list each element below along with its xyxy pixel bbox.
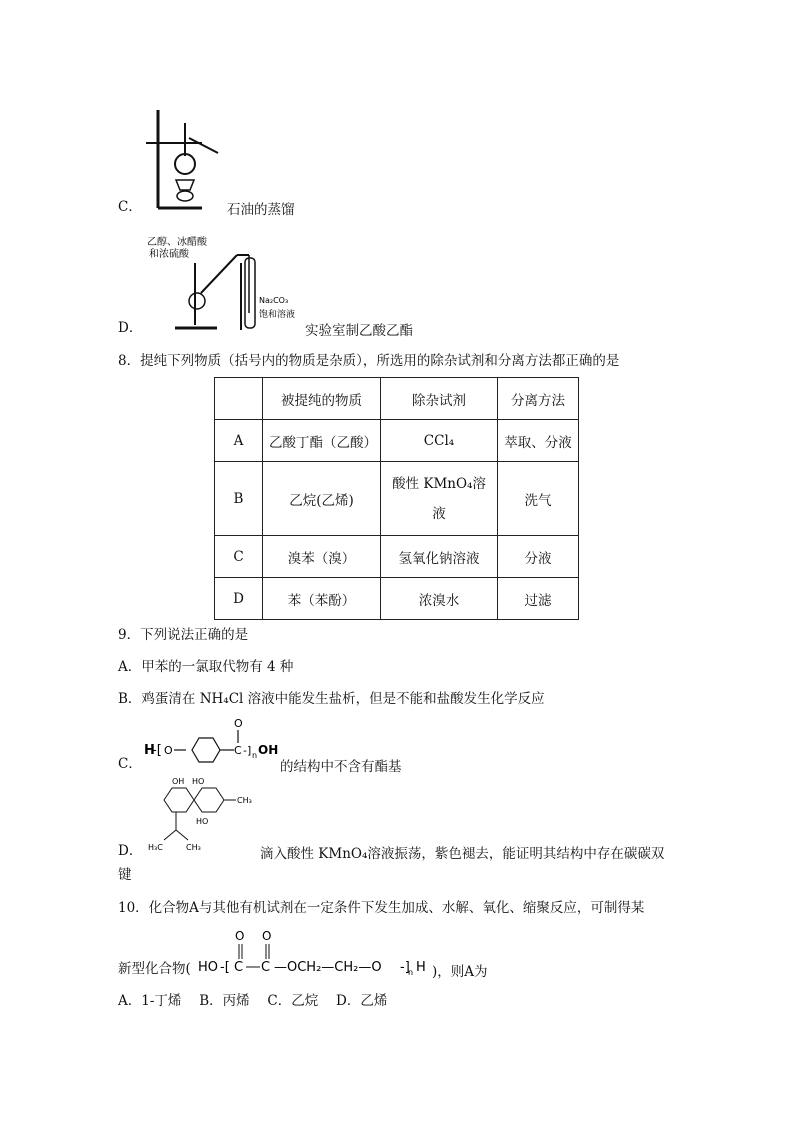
svg-text:-]: -] [243, 744, 252, 757]
table-header-cell: 除杂试剂 [381, 378, 498, 420]
q9-option-d-text: 滴入酸性 KMnO₄溶液振荡，紫色褪去，能证明其结构中存在碳碳双 [260, 846, 665, 862]
svg-text:C: C [234, 960, 244, 975]
table-cell: 溴苯（溴） [263, 536, 381, 578]
svg-text:H: H [144, 743, 155, 758]
purification-table [214, 377, 579, 620]
q9-option-d-letter: D． [118, 843, 143, 859]
table-cell: CCl₄ [381, 420, 498, 462]
svg-text:-[: -[ [152, 743, 162, 758]
table-cell: 萃取、分液 [498, 420, 579, 462]
option-c-text: 石油的蒸馏 [227, 202, 295, 218]
q9-option-d-continued: 键 [118, 867, 132, 883]
apparatus-label-saturated: 饱和溶液 [259, 310, 296, 320]
table-header-row [215, 378, 579, 420]
svg-text:O: O [164, 744, 173, 757]
apparatus-label-reagents-2: 和浓硫酸 [149, 249, 189, 260]
svg-text:O: O [235, 929, 245, 943]
svg-text:-]: -] [400, 960, 410, 975]
option-d-text: 实验室制乙酸乙酯 [305, 323, 413, 339]
table-cell: 苯（苯酚） [263, 578, 381, 620]
svg-text:HO: HO [196, 817, 209, 826]
svg-text:HO: HO [192, 777, 205, 786]
table-header-cell: 被提纯的物质 [263, 378, 381, 420]
q10-compound-prefix: 新型化合物( [118, 961, 191, 977]
table-cell: 乙烷(乙烯) [263, 462, 381, 536]
table-cell: 洗气 [498, 462, 579, 536]
q9-stem: 9．下列说法正确的是 [118, 627, 249, 643]
table-cell: 酸性 KMnO₄溶液 [381, 462, 498, 536]
table-cell: 氢氧化钠溶液 [381, 536, 498, 578]
q9-option-a: A．甲苯的一氯取代物有 4 种 [118, 659, 294, 675]
svg-text:OH: OH [172, 777, 185, 786]
ester-apparatus-image [145, 233, 305, 333]
q9-option-b: B．鸡蛋清在 NH₄Cl 溶液中能发生盐析，但是不能和盐酸发生化学反应 [118, 691, 545, 707]
table-cell: 过滤 [498, 578, 579, 620]
svg-text:O: O [262, 929, 272, 943]
svg-text:n: n [252, 751, 258, 760]
table-cell: 浓溴水 [381, 578, 498, 620]
biphenyl-compound-structure-image [142, 774, 262, 854]
table-cell: C [215, 536, 263, 578]
table-row [215, 536, 579, 578]
svg-text:n: n [408, 968, 414, 977]
q9-option-c-text: 的结构中不含有酯基 [280, 759, 402, 775]
table-row [215, 462, 579, 536]
apparatus-label-na2co3: Na₂CO₃ [259, 296, 289, 305]
svg-text:O: O [234, 717, 243, 730]
new-compound-structure-image [196, 926, 436, 978]
table-header-cell: 分离方法 [498, 378, 579, 420]
table-cell: A [215, 420, 263, 462]
option-c-letter: C． [118, 199, 142, 215]
q10-options: A．1-丁烯 B．丙烯 C．乙烷 D．乙烯 [118, 993, 388, 1009]
table-row [215, 420, 579, 462]
svg-text:-[: -[ [220, 960, 230, 975]
table-cell: D [215, 578, 263, 620]
option-d-letter: D． [118, 320, 143, 336]
distillation-apparatus-image [140, 108, 230, 213]
apparatus-label-reagents-1: 乙醇、冰醋酸 [147, 237, 207, 248]
svg-text:—OCH₂—CH₂—O: —OCH₂—CH₂—O [274, 960, 382, 975]
table-row [215, 578, 579, 620]
polyester-structure-image [142, 716, 280, 766]
table-cell: 乙酸丁酯（乙酸） [263, 420, 381, 462]
q10-compound-suffix: )，则A为 [432, 964, 488, 980]
svg-text:H₃C: H₃C [148, 843, 163, 852]
svg-text:CH₃: CH₃ [237, 796, 252, 805]
svg-text:CH₃: CH₃ [186, 843, 201, 852]
svg-text:C: C [261, 960, 271, 975]
table-header-cell [215, 378, 263, 420]
svg-text:C: C [234, 744, 242, 757]
svg-text:H: H [416, 960, 426, 975]
q8-stem: 8．提纯下列物质（括号内的物质是杂质），所选用的除杂试剂和分离方法都正确的是 [118, 353, 620, 369]
q10-stem: 10．化合物A与其他有机试剂在一定条件下发生加成、水解、氧化、缩聚反应，可制得某 [118, 900, 645, 916]
table-cell: 分液 [498, 536, 579, 578]
q9-option-c-letter: C． [118, 756, 142, 772]
table-cell: B [215, 462, 263, 536]
svg-text:OH: OH [258, 743, 279, 757]
svg-text:HO: HO [198, 960, 219, 975]
